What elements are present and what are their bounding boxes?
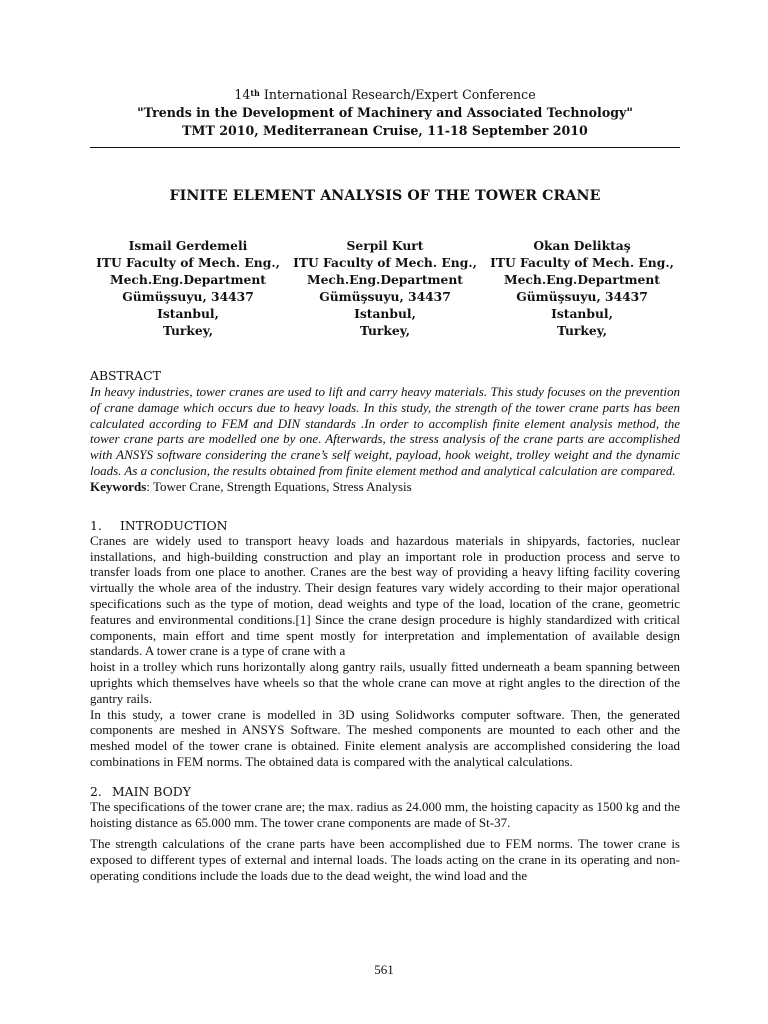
author-department: Mech.Eng.Department (306, 272, 463, 287)
author-department: Mech.Eng.Department (109, 272, 266, 287)
header-rule (90, 147, 680, 148)
author-affiliation: ITU Faculty of Mech. Eng., (490, 255, 674, 270)
paper-page (90, 86, 680, 884)
section-number: 2. (90, 783, 102, 799)
conference-venue: TMT 2010, Mediterranean Cruise, 11-18 September 2010 (182, 123, 588, 138)
intro-paragraph-3: In this study, a tower crane is modelled in 3D using Solidworks computer software. Then, the generated components are meshed in ANSYS Software. The meshed components are mounted to each other and the meshed model of the tower crane is obtained. Finite element analysis are accomplished considering the load combinations in FEM norms. The obtained data is compared with the analytical calculations. (90, 706, 680, 769)
author-department: Mech.Eng.Department (503, 272, 660, 287)
section-title: MAIN BODY (112, 783, 191, 799)
intro-paragraph-1: Cranes are widely used to transport heavy loads and hazardous materials in shipyards, factories, nuclear installations, and high-building construction and play an important role in production process and serve to transfer loads from one place to another. Cranes are the best way of providing a heavy lifting facility covering virtually the whole area of the industry. Their design features vary widely according to their major operational specifications such as the type of motion, dead weights and type of the load, location of the crane, geometric features and environmental conditions.[1] Since the crane design procedure is highly standardized with critical components, main effort and time spent mostly for interpretation and implementation of available design standards. A tower crane is a type of crane with a (90, 532, 680, 659)
author-3 (484, 237, 680, 339)
conference-theme: "Trends in the Development of Machinery and Associated Technology" (137, 105, 633, 120)
author-address: Gümüşsuyu, 34437 (516, 289, 648, 304)
author-1 (90, 237, 286, 339)
abstract-text: In heavy industries, tower cranes are used to lift and carry heavy materials. This study focuses on the prevention of crane damage which occurs due to heavy loads. In this study, the strength of the tower crane parts has been calculated according to FEM and DIN standards .In order to accomplish finite element analysis method, the tower crane parts are modelled one by one. Afterwards, the stress analysis of the crane parts are accomplished with ANSYS software considering the crane’s self weight, payload, hook weight, trolley weight and the dynamic loads. As a conclusion, the results obtained from finite element method and analytical calculation are compared. (90, 384, 680, 478)
author-country: Turkey, (556, 323, 608, 338)
edition-suffix: th (250, 88, 260, 98)
author-affiliation: ITU Faculty of Mech. Eng., (293, 255, 477, 270)
keywords-list: : Tower Crane, Strength Equations, Stress Analysis (146, 478, 412, 494)
keywords-label: Keywords (90, 478, 147, 494)
author-city: Istanbul, (551, 306, 613, 321)
author-block (90, 237, 680, 339)
author-address: Gümüşsuyu, 34437 (319, 289, 451, 304)
conference-header (90, 86, 680, 140)
intro-paragraph-2: hoist in a trolley which runs horizontally along gantry rails, usually fitted underneath a beam spanning between uprights which themselves have wheels so that the whole crane can move at right angles to the direction of the gantry rails. (90, 659, 680, 706)
main-paragraph-1: The specifications of the tower crane are; the max. radius as 24.000 mm, the hoisting capacity as 1500 kg and the hoisting distance as 65.000 mm. The tower crane components are made of St-37. (90, 798, 680, 830)
section-title: INTRODUCTION (120, 517, 228, 533)
author-2 (287, 237, 483, 339)
author-name: Serpil Kurt (346, 238, 424, 253)
edition-number: 14 (234, 87, 251, 102)
conference-title: International Research/Expert Conference (259, 87, 536, 102)
author-country: Turkey, (162, 323, 214, 338)
abstract-heading: ABSTRACT (90, 368, 161, 383)
author-city: Istanbul, (157, 306, 219, 321)
section-heading-main-body (90, 784, 680, 799)
keywords-line (90, 479, 680, 494)
author-name: Okan Deliktaş (533, 238, 631, 253)
conference-name (90, 86, 680, 104)
author-address: Gümüşsuyu, 34437 (122, 289, 254, 304)
author-affiliation: ITU Faculty of Mech. Eng., (96, 255, 280, 270)
author-country: Turkey, (359, 323, 411, 338)
paper-title: FINITE ELEMENT ANALYSIS OF THE TOWER CRANE (169, 188, 601, 204)
section-heading-introduction (90, 518, 680, 533)
section-number: 1. (90, 517, 102, 533)
page-number: 561 (374, 962, 394, 977)
author-city: Istanbul, (354, 306, 416, 321)
main-paragraph-2: The strength calculations of the crane parts have been accomplished due to FEM norms. The tower crane is exposed to different types of external and internal loads. The loads acting on the crane in its operating and non-operating conditions include the loads due to the dead weight, the wind load and the (90, 836, 680, 883)
author-name: Ismail Gerdemeli (128, 238, 248, 253)
